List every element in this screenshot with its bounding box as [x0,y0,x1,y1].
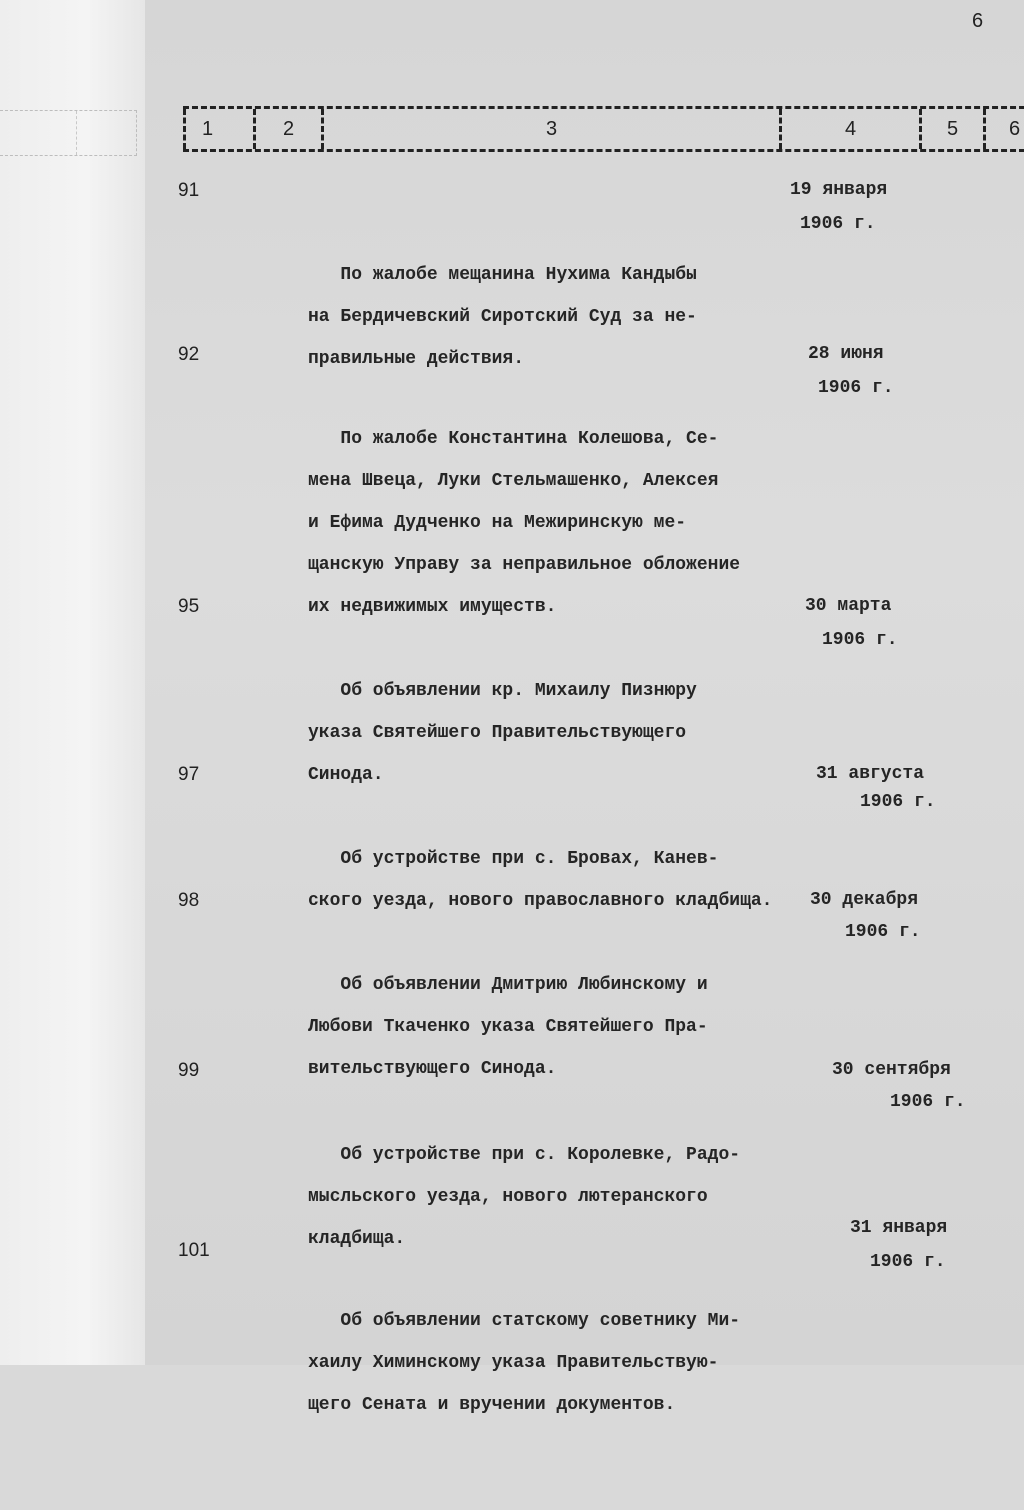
entry-description: Об объявлении кр. Михаилу Пизнюру указа Святейшего Правительствующего Синода. [308,681,697,785]
entry-date-year: 1906 г. [818,378,894,398]
previous-page-margin [0,0,145,1365]
column-header-1: 1 [183,109,229,149]
entry-date-day-month: 30 сентября [832,1060,951,1080]
page-number: 6 [972,10,984,32]
entry-number: 98 [178,890,200,911]
entry-number: 101 [178,1240,210,1261]
column-header-2: 2 [253,109,321,149]
entry-date-day-month: 30 марта [805,596,892,616]
column-header-4: 4 [779,109,919,149]
entry-number: 91 [178,180,200,201]
entry-date-year: 1906 г. [800,214,876,234]
entry-date-day-month: 31 января [850,1218,948,1238]
entry-number: 99 [178,1060,200,1081]
entry-description: Об объявлении Дмитрию Любинскому и Любови Ткаченко указа Святейшего Пра- вительствующего Синода. [308,975,708,1079]
entry-date-year: 1906 г. [860,792,936,812]
entry-date-day-month: 28 июня [808,344,884,364]
entry-description: Об устройстве при с. Королевке, Радо- мысльского уезда, нового лютеранского кладбища. [308,1145,741,1249]
entry-date-year: 1906 г. [870,1252,946,1272]
entry-date-year: 1906 г. [845,922,921,942]
entry-description: По жалобе мещанина Нухима Кандыбы на Бердичевский Сиротский Суд за не- правильные действия. [308,265,697,369]
entry-description: Об устройстве при с. Бровах, Канев- ского уезда, нового православного кладбища. [308,849,773,911]
entry-description: Об объявлении статскому советнику Ми- хаилу Химинскому указа Правительствую- щего Сената и вручении документов. [308,1311,741,1415]
entry-date-day-month: 19 января [790,180,888,200]
column-header-row [183,106,1024,152]
entry-date-day-month: 30 декабря [810,890,919,910]
column-header-6: 6 [983,109,1024,149]
entry-number: 97 [178,764,200,785]
entry-date-day-month: 31 августа [816,764,925,784]
entry-date-year: 1906 г. [890,1092,966,1112]
entry-number: 95 [178,596,200,617]
entry-number: 92 [178,344,200,365]
entry-date-year: 1906 г. [822,630,898,650]
bleed-through-header [0,110,137,156]
entry-description: По жалобе Константина Колешова, Се- мена Швеца, Луки Стельмашенко, Алексея и Ефима Дудченко на Межиринскую ме- щанскую Управу за неправильное обложение их недвижимых имуществ. [308,429,741,617]
column-header-5: 5 [919,109,983,149]
column-header-3: 3 [321,109,779,149]
